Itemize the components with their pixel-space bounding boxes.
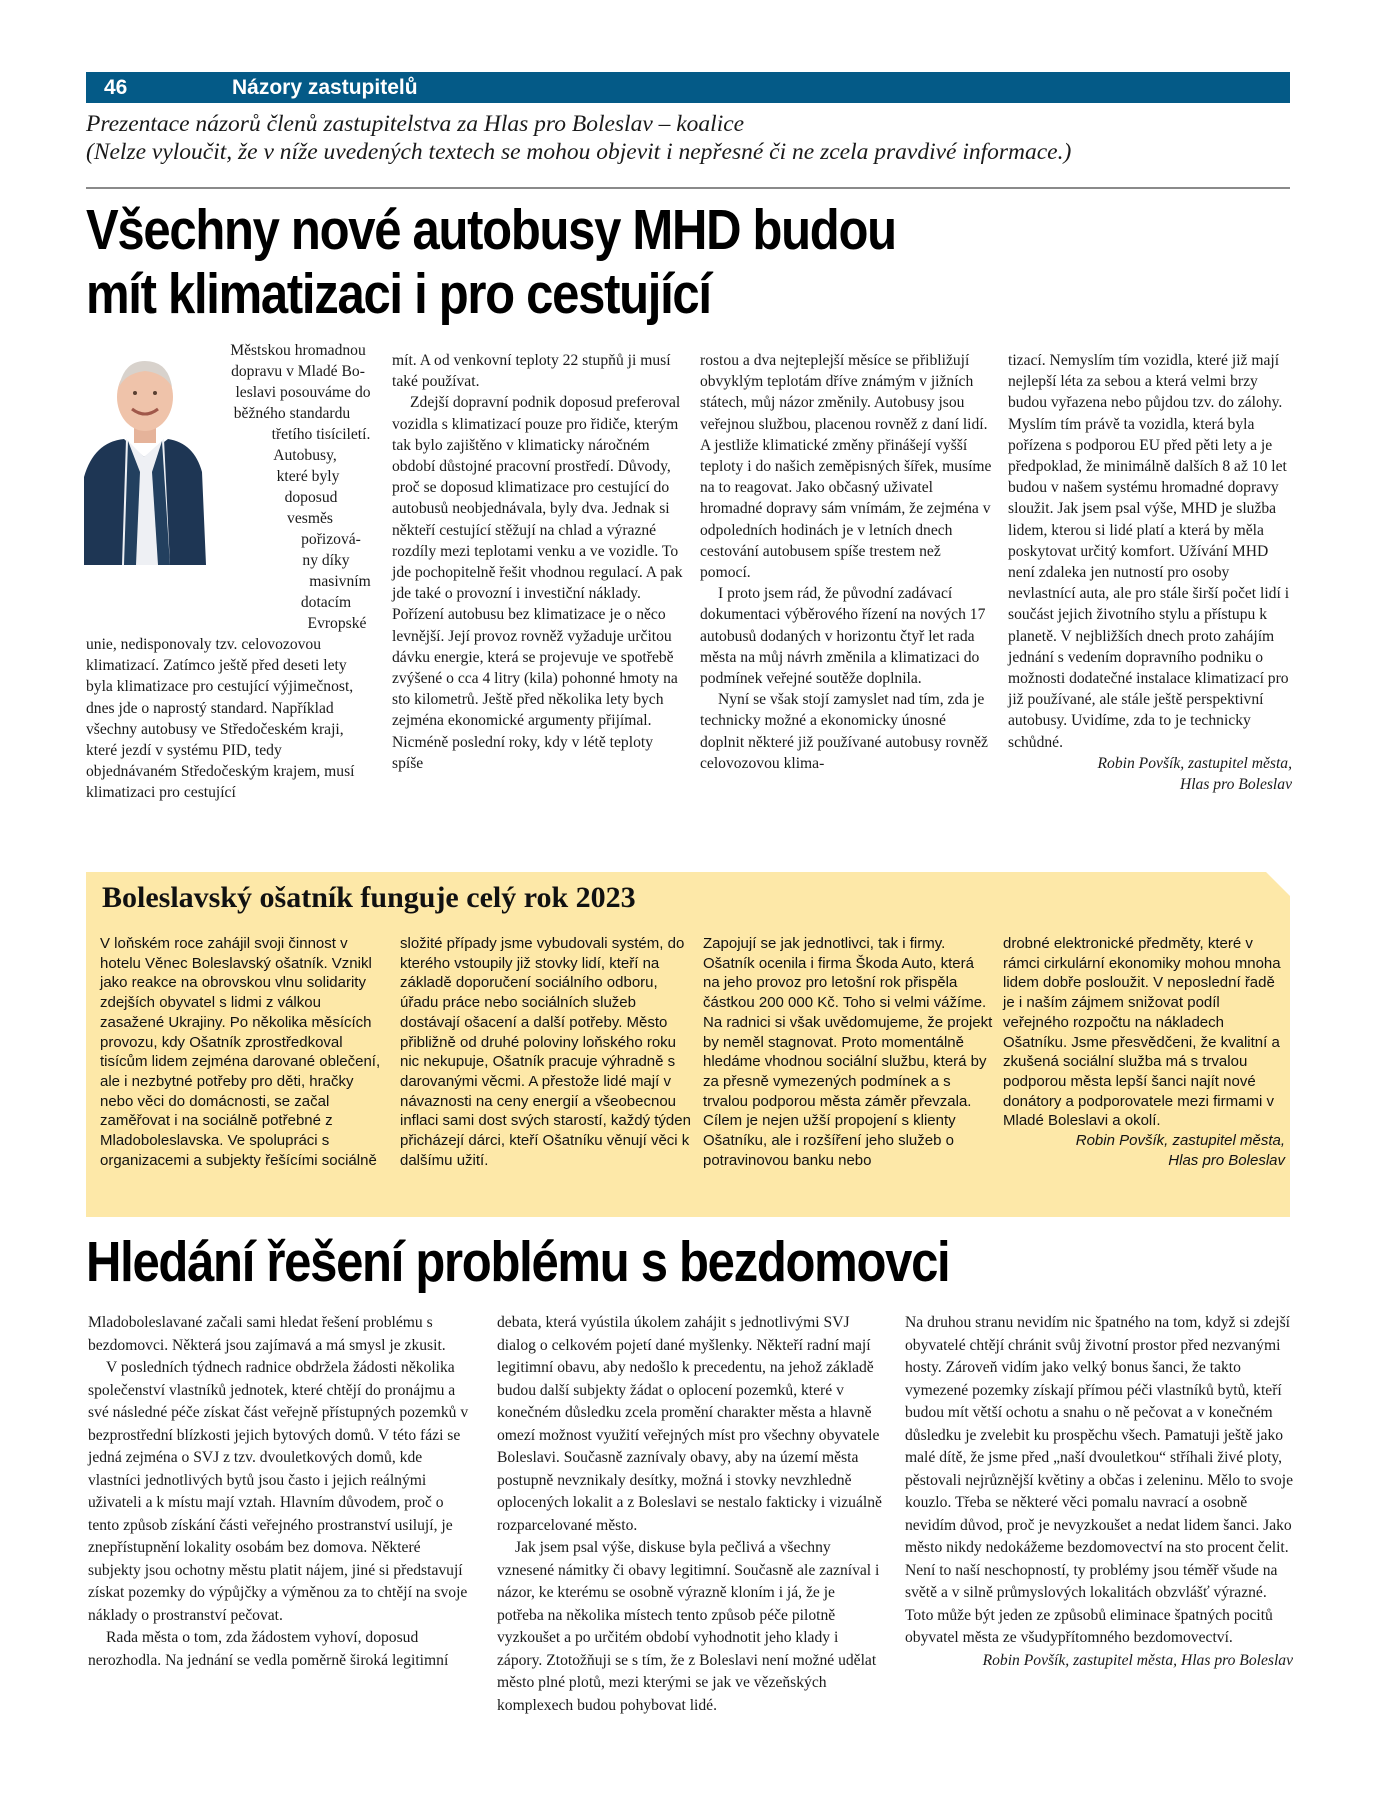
intro-disclaimer bbox=[86, 110, 1290, 166]
paragraph: unie, nedisponovaly tzv. celovozovou klimatizací. Zatímco ještě před deseti lety byla klimatizace pro cestující výjimečnost, dnes jde o naprostý standard. Například všechny autobusy ve Středočeském kraji, které jezdí v systému PID, tedy objednávaném Středočeským krajem, musí klimatizaci pro cestující bbox=[86, 636, 355, 802]
paragraph: složité případy jsme vybudovali systém, do kterého vstoupily již stovky lidí, kteří na základě doporučení sociálního odboru, úřadu práce nebo sociálních služeb dostávají ošacení a další potřeby. Město přibližně od druhé poloviny loňského roku nic nekupuje, Ošatník pracuje výhradně s darovanými věcmi. A přestože lidé mají v návaznosti na ceny energií a všeobecnou inflaci sami dost svých starostí, každý týden přicházejí dárci, kteří Ošatníku věnují věci k dalšímu užití. bbox=[400, 935, 691, 1169]
author-signature: Robin Povšík, zastupitel města, bbox=[1097, 754, 1292, 772]
paragraph: tizací. Nemyslím tím vozidla, které již mají nejlepší léta za sebou a která velmi brzy budou vyřazena nebo půjdou tzv. do zálohy. Myslím tím právě ta vozidla, která byla pořízena s podporou EU před pěti lety a je předpoklad, že minimálně dalších 8 až 10 let budou v našem systému hromadné dopravy sloužit. Jak jsem psal výše, MHD je služba lidem, kterou si lidé platí a která by měla poskytovat určitý komfort. Užívání MHD není zdaleka jen nutností pro osoby nevlastnící auta, ale pro stále širší počet lidí i součást jejich životního stylu a přístupu k planetě. V nejbližších dnech proto zahájím jednání s vedením dopravního podniku o možnosti dodatečné instalace klimatizací pro již používané, ale stále ještě perspektivní autobusy. Uvidíme, zda to je technicky schůdné. bbox=[1008, 352, 1290, 751]
article1-column-2 bbox=[392, 350, 684, 774]
paragraph: Zdejší dopravní podnik doposud preferoval vozidla s klimatizací pouze pro řidiče, kterým tak bylo zajištěno v klimaticky náročném období důstojné pracovní prostředí. Důvody, proč se doposud klimatizace pro cestující do autobusů neobjednávala, byly dva. Jednak si někteří cestující stěžují na chlad a výrazné rozdíly mezi teplotami venku a ve vozidle. To jde pochopitelně řešit vhodnou regulací. A pak jde také o provozní i investiční náklady. Pořízení autobusu bez klimatizace je o něco levnější. Její provoz rovněž vyžaduje určitou dávku energie, která se projevuje ve spotřebě zvýšené o cca 4 litry (kila) pohonné hmoty na sto kilometrů. Ještě před několika lety bych zejména ekonomické argumenty přijímal. Nicméně poslední roky, kdy v létě teploty spíše bbox=[392, 394, 683, 772]
article1-headline-line2: mít klimatizaci i pro cestující bbox=[86, 262, 711, 326]
article2-headline: Boleslavský ošatník funguje celý rok 2023 bbox=[102, 881, 636, 914]
wrap-line: ny díky bbox=[302, 552, 350, 569]
wrap-line: Evropské bbox=[307, 615, 367, 632]
paragraph: Jak jsem psal výše, diskuse byla pečlivá a všechny vznesené námitky či obavy legitimní. Současně ale zazníval i názor, ke kterému se osobně výrazně kloním i já, že je potřeba na několika místech tento způsob péče pilotně vyzkoušet a po určitém období vyhodnotit jeho klady i zápory. Ztotožňuji se s tím, že z Boleslavi není možné udělat město plné plotů, mezi kterými se jak ve vězeňských komplexech budou pohybovat lidé. bbox=[497, 1539, 880, 1714]
article2-column-2 bbox=[400, 934, 692, 1170]
paragraph: V posledních týdnech radnice obdržela žádosti několika společenství vlastníků jednotek, které chtějí do pronájmu a své následné péče získat část veřejně přístupných pozemků v bezprostřední blízkosti jejich bytových domů. V této fázi se jedná zejména o SVJ z tzv. dvouletkových domů, kde vlastníci jednotlivých bytů jsou často i jejich reálnými uživateli a k místu mají vztah. Hlavním důvodem, proč o tento způsob získání části veřejného prostranství usilují, je znepřístupnění lokality osobám bez domova. Některé subjekty jsou ochotny městu platit nájem, jiné si představují získat pozemky do výpůjčky a výměnou za to chtějí na svoje náklady o prostranství pečovat. bbox=[88, 1359, 469, 1624]
article2-column-4 bbox=[1003, 934, 1285, 1170]
paragraph: Na druhou stranu nevidím nic špatného na tom, když si zdejší obyvatelé chtějí chránit svůj životní prostor před nezvanými hosty. Zároveň vidím jako velký bonus šanci, že takto vymezené pozemky získají přímou péči vlastníků bytů, kteří budou mít větší ochotu a snahu o ně pečovat a v konečném důsledku je zvelebit ku prospěchu všech. Pamatuji ještě jako malé dítě, že jsme před „naší dvouletkou“ stříhali živé ploty, pěstovali nejrůznější květiny a občas i zeleninu. Mělo to svoje kouzlo. Třeba se některé věci pomalu navrací a osobně nevidím důvod, proč je nevyzkoušet a nedat lidem šanci. Jako město nikdy nedokážeme bezdomovectví na sto procent čelit. Není to naší neschopností, ty problémy jsou téměř všude na světě a v silně průmyslových lokalitách obzvlášť výrazné. Toto může být jeden ze způsobů eliminace špatných pocitů obyvatel města ze všudypřítomného bezdomovectví. bbox=[905, 1314, 1294, 1646]
article3-column-2 bbox=[497, 1312, 882, 1717]
divider-rule bbox=[86, 187, 1290, 189]
intro-line-2: (Nelze vyloučit, že v níže uvedených textech se mohou objevit i nepřesné či ne zcela pravdivé informace.) bbox=[86, 139, 1072, 165]
author-party: Hlas pro Boleslav bbox=[1168, 1151, 1285, 1169]
article1-column-3 bbox=[700, 350, 992, 774]
wrap-line: doposud bbox=[284, 489, 338, 506]
paragraph: Rada města o tom, zda žádostem vyhoví, doposud nerozhodla. Na jednání se vedla poměrně široká legitimní bbox=[88, 1629, 449, 1669]
page-number: 46 bbox=[104, 75, 128, 99]
wrap-line: které byly bbox=[276, 468, 340, 485]
wrap-line: vesměs bbox=[287, 510, 333, 527]
paragraph: rostou a dva nejteplejší měsíce se přibližují obvyklým teplotám dříve známým v jižních státech, můj názor změnily. Autobusy jsou veřejnou službou, placenou rovněž z daní lidí. A jestliže klimatické změny přinášejí vyšší teploty i do našich zeměpisných šířek, musíme na to reagovat. Jako občasný uživatel hromadné dopravy sám vnímám, že zejména v odpoledních hodinách je v letních dnech cestování autobusem spíše trestem než pomocí. bbox=[700, 352, 992, 582]
paragraph: drobné elektronické předměty, které v rámci cirkulární ekonomiky mohou mnoha lidem dobře posloužit. V neposlední řadě je i naším zájmem snižovat podíl veřejného rozpočtu na nákladech Ošatníku. Jsme přesvědčeni, že kvalitní a zkušená sociální služba má s trvalou podporou města lepší šanci najít nové donátory a podporovatele mezi firmami v Mladé Boleslavi a okolí. bbox=[1003, 935, 1281, 1130]
wrap-line: Autobusy, bbox=[273, 447, 337, 464]
article1-column-1 bbox=[86, 634, 376, 804]
section-header-bar bbox=[86, 72, 1290, 103]
article3-column-3 bbox=[905, 1312, 1293, 1672]
article1-headline-line1: Všechny nové autobusy MHD budou bbox=[86, 198, 896, 262]
author-signature: Robin Povšík, zastupitel města, bbox=[1075, 1132, 1285, 1150]
paragraph: V loňském roce zahájil svoji činnost v hotelu Věnec Boleslavský ošatník. Vznikl jako reakce na obrovskou vlnu solidarity zdejších obyvatel s lidmi z válkou zasažené Ukrajiny. Po několika měsících provozu, kdy Ošatník zprostředkoval tisícům lidem zejména darované oblečení, ale i nezbytné potřeby pro děti, hračky nebo věci do domácnosti, se začal zaměřovat i na sociálně potřebné z Mladoboleslavska. Ve spolupráci s organizacemi a subjekty řešícími sociálně bbox=[100, 935, 381, 1169]
article3-headline: Hledání řešení problému s bezdomovci bbox=[86, 1230, 950, 1294]
wrap-line: třetího tisíciletí. bbox=[271, 426, 371, 443]
wrap-line: dopravu v Mladé Bo- bbox=[231, 363, 365, 380]
wrap-line: dotacím bbox=[300, 594, 352, 611]
article2-column-3 bbox=[703, 934, 993, 1170]
article1-column-4 bbox=[1008, 350, 1292, 795]
paragraph: Mladoboleslavané začali sami hledat řešení problému s bezdomovci. Některá jsou zajímavá a má smysl je zkusit. bbox=[88, 1314, 446, 1354]
author-signature: Robin Povšík, zastupitel města, Hlas pro Boleslav bbox=[982, 1651, 1293, 1669]
article2-column-1 bbox=[100, 934, 388, 1170]
wrap-line: běžného standardu bbox=[233, 405, 351, 422]
wrap-line: masivním bbox=[309, 573, 371, 590]
article3-column-1 bbox=[88, 1312, 470, 1672]
section-title: Názory zastupitelů bbox=[232, 75, 418, 99]
author-photo bbox=[84, 347, 206, 565]
author-party: Hlas pro Boleslav bbox=[1179, 776, 1292, 794]
wrap-line: leslavi posouváme do bbox=[235, 384, 371, 401]
paragraph: debata, která vyústila úkolem zahájit s jednotlivými SVJ dialog o celkovém pojetí dané myšlenky. Někteří radní mají legitimní obavu, aby nedošlo k precedentu, na jehož základě budou další subjekty žádat o oplocení pozemků, které v konečném důsledku zcela promění charakter města a hlavně omezí možnost využití veřejných míst pro všechny obyvatele Boleslavi. Současně zaznívaly obavy, aby na území města postupně nevznikaly desítky, možná i stovky nevzhledně oplocených lokalit a z Boleslavi se nestalo fakticky i vizuálně rozparcelované město. bbox=[497, 1314, 882, 1534]
article1-headline bbox=[86, 198, 1118, 326]
paragraph: I proto jsem rád, že původní zadávací dokumentaci výběrového řízení na nových 17 autobusů dodaných v horizontu čtyř let rada města na můj návrh změnila a klimatizaci do podmínek veřejné soutěže doplnila. bbox=[700, 585, 986, 688]
portrait-image-icon bbox=[84, 347, 206, 565]
wrap-line: pořizová- bbox=[301, 531, 361, 548]
wrap-line: Městskou hromadnou bbox=[230, 342, 366, 359]
intro-line-1: Prezentace názorů členů zastupitelstva za Hlas pro Boleslav – koalice bbox=[86, 111, 745, 137]
paragraph: Nyní se však stojí zamyslet nad tím, zda je technicky možné a ekonomicky únosné doplnit některé již používané autobusy rovněž celovozovou klima- bbox=[700, 691, 988, 772]
paragraph: mít. A od venkovní teploty 22 stupňů ji musí také používat. bbox=[392, 352, 671, 391]
paragraph: Zapojují se jak jednotlivci, tak i firmy. Ošatník ocenila i firma Škoda Auto, která na jeho provoz pro letošní rok přispěla částkou 200 000 Kč. Toho si velmi vážíme. Na radnici si však uvědomujeme, že projekt by neměl stagnovat. Proto momentálně hledáme vhodnou sociální službu, která by za přesně vymezených podmínek a s trvalou podporou města záměr převzala. Cílem je nejen užší propojení s klienty Ošatníku, ale i rozšíření jeho služeb o potravinovou banku nebo bbox=[703, 935, 993, 1169]
